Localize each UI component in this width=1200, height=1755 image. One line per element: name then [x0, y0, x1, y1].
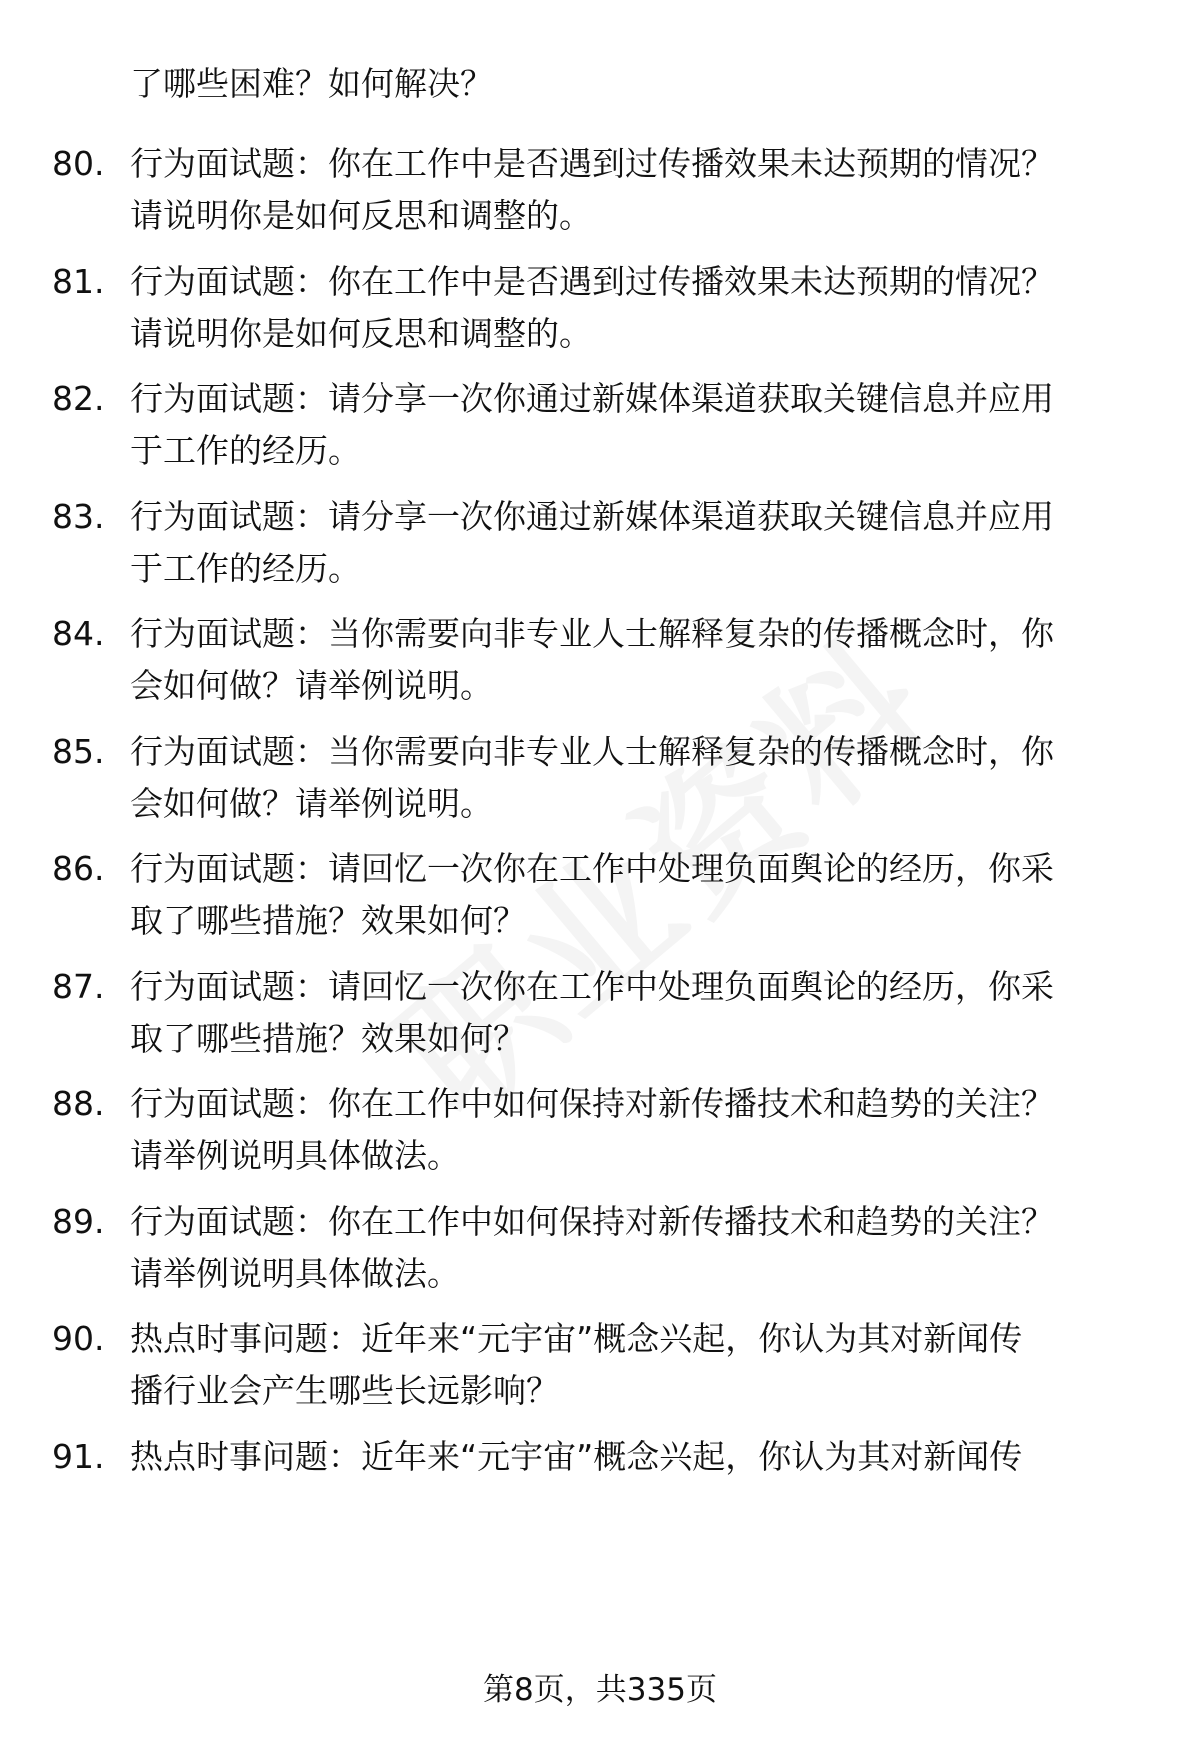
question-text-line: 取了哪些措施？效果如何？ [130, 901, 526, 940]
question-text-line: 热点时事问题：近年来“元宇宙”概念兴起，你认为其对新闻传 [130, 1437, 1023, 1476]
question-text [130, 1196, 1150, 1300]
question-number: 89. [52, 1202, 105, 1241]
question-text-line: 行为面试题：你在工作中是否遇到过传播效果未达预期的情况？ [130, 144, 1054, 183]
question-text [130, 373, 1150, 477]
question-number: 83. [52, 497, 105, 536]
question-number: 88. [52, 1084, 105, 1123]
question-text-line: 行为面试题：请回忆一次你在工作中处理负面舆论的经历，你采 [130, 967, 1054, 1006]
continuation-line: 了哪些困难？如何解决？ [130, 64, 493, 103]
question-number: 86. [52, 849, 105, 888]
question-text-line: 请举例说明具体做法。 [130, 1136, 460, 1175]
page-footer: 第8页，共335页 [483, 1672, 717, 1708]
question-text [130, 256, 1150, 360]
question-text-line: 会如何做？请举例说明。 [130, 784, 493, 823]
question-text [130, 138, 1150, 242]
question-text-line: 取了哪些措施？效果如何？ [130, 1019, 526, 1058]
question-number: 80. [52, 144, 105, 183]
question-text-line: 行为面试题：当你需要向非专业人士解释复杂的传播概念时，你 [130, 732, 1054, 771]
question-text-line: 请举例说明具体做法。 [130, 1254, 460, 1293]
question-text [130, 608, 1150, 712]
question-text-line: 行为面试题：你在工作中是否遇到过传播效果未达预期的情况？ [130, 262, 1054, 301]
question-text-line: 行为面试题：当你需要向非专业人士解释复杂的传播概念时，你 [130, 614, 1054, 653]
question-text-line: 请说明你是如何反思和调整的。 [130, 314, 592, 353]
question-text [130, 1431, 1150, 1483]
question-text-line: 于工作的经历。 [130, 431, 361, 470]
question-number: 91. [52, 1437, 105, 1476]
question-text-line: 行为面试题：请回忆一次你在工作中处理负面舆论的经历，你采 [130, 849, 1054, 888]
question-text-line: 行为面试题：你在工作中如何保持对新传播技术和趋势的关注？ [130, 1202, 1054, 1241]
question-text-line: 会如何做？请举例说明。 [130, 666, 493, 705]
question-text-line: 行为面试题：你在工作中如何保持对新传播技术和趋势的关注？ [130, 1084, 1054, 1123]
question-text-line: 播行业会产生哪些长远影响？ [130, 1371, 559, 1410]
question-text-line: 行为面试题：请分享一次你通过新媒体渠道获取关键信息并应用 [130, 497, 1054, 536]
question-text-line: 行为面试题：请分享一次你通过新媒体渠道获取关键信息并应用 [130, 379, 1054, 418]
question-text-line: 于工作的经历。 [130, 549, 361, 588]
question-number: 81. [52, 262, 105, 301]
question-text [130, 1078, 1150, 1182]
question-text [130, 961, 1150, 1065]
question-number: 85. [52, 732, 105, 771]
question-text-line: 热点时事问题：近年来“元宇宙”概念兴起，你认为其对新闻传 [130, 1319, 1023, 1358]
question-text [130, 1313, 1150, 1417]
question-text [130, 491, 1150, 595]
question-text-line: 请说明你是如何反思和调整的。 [130, 196, 592, 235]
question-number: 90. [52, 1319, 105, 1358]
question-number: 84. [52, 614, 105, 653]
question-number: 87. [52, 967, 105, 1006]
question-number: 82. [52, 379, 105, 418]
question-text [130, 726, 1150, 830]
question-text [130, 843, 1150, 947]
